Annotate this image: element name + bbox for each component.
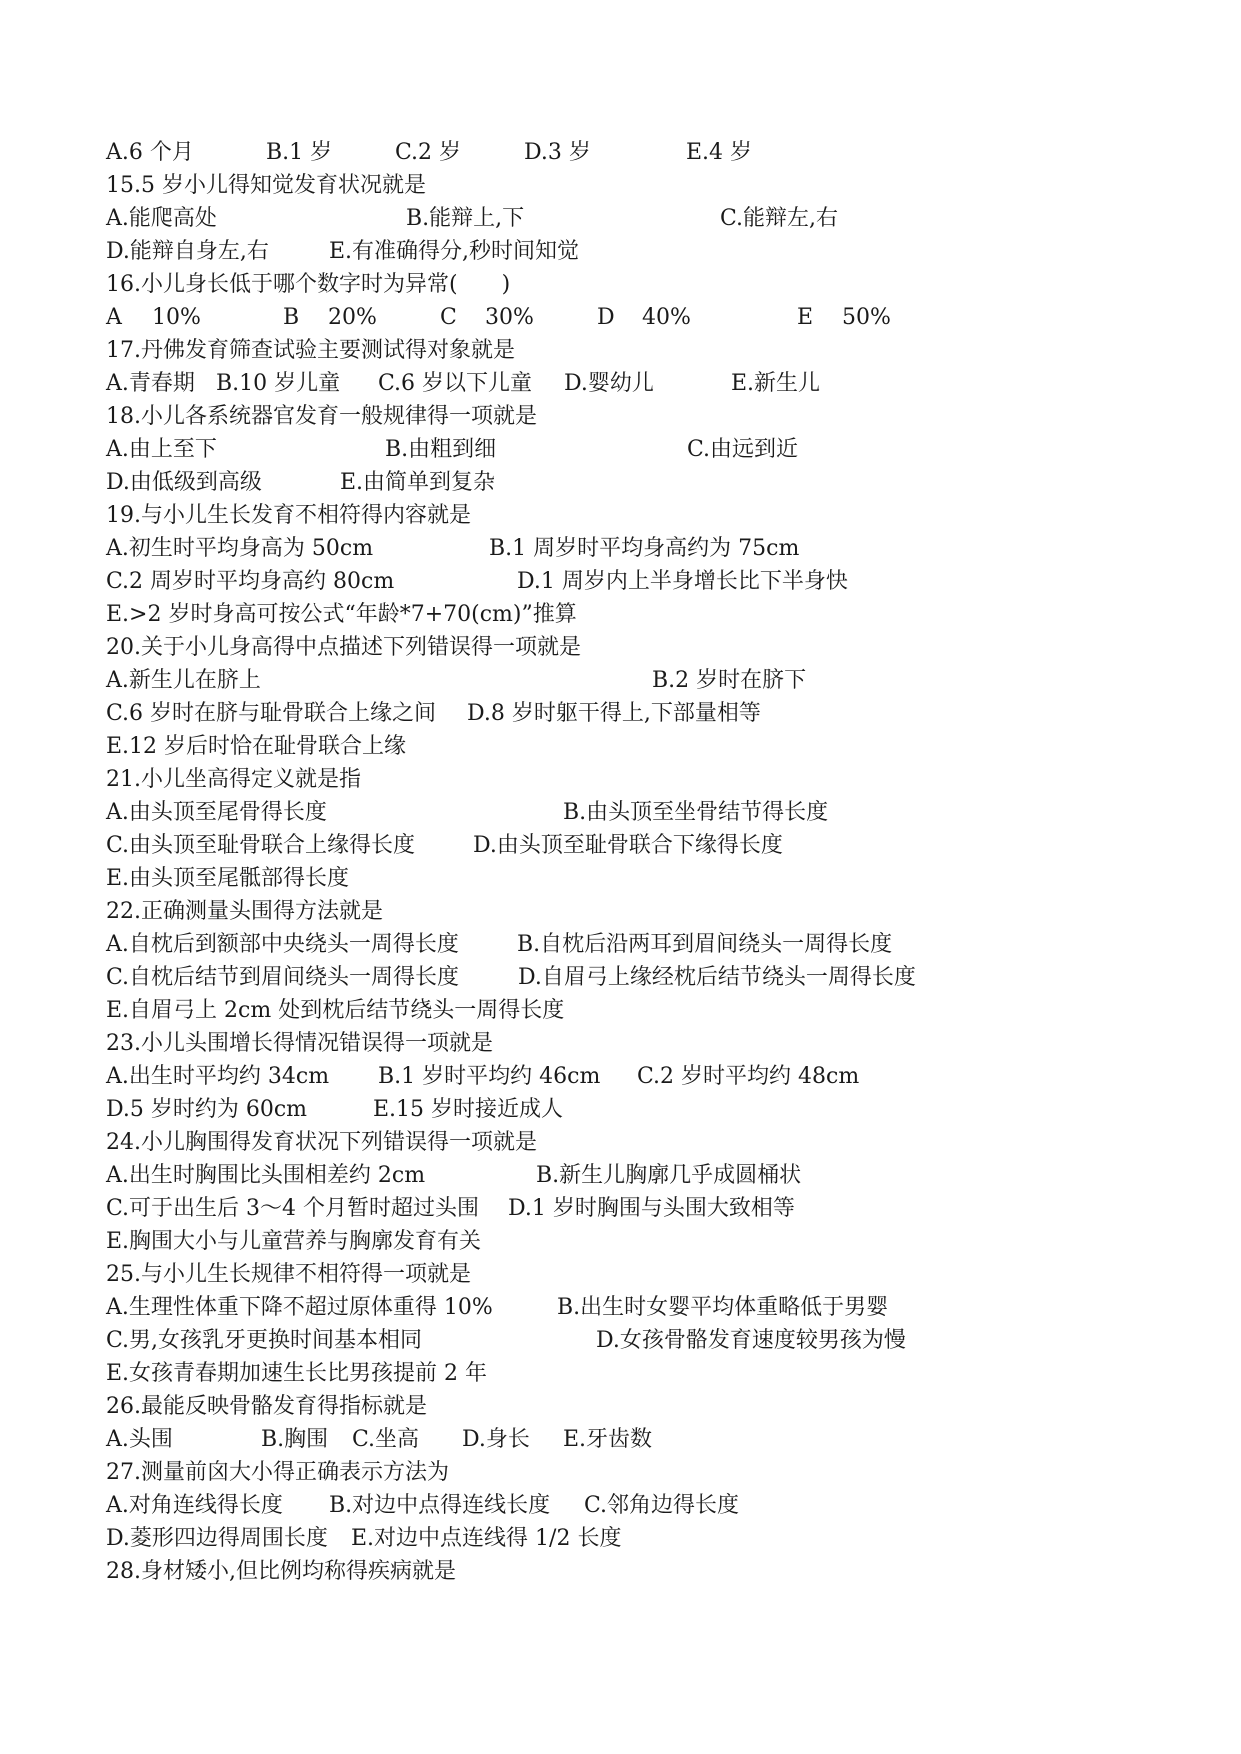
option-text: D.能辩自身左,右 bbox=[106, 239, 269, 264]
option-text: E.新生儿 bbox=[731, 371, 821, 396]
line-44 bbox=[0, 1555, 1241, 1588]
option-text: C.男,女孩乳牙更换时间基本相同 bbox=[106, 1328, 423, 1353]
line-31 bbox=[0, 1126, 1241, 1159]
question-text: 17.丹佛发育筛查试验主要测试得对象就是 bbox=[106, 338, 515, 363]
line-28 bbox=[0, 1027, 1241, 1060]
option-text: A.能爬高处 bbox=[106, 206, 217, 231]
question-text: 15.5 岁小儿得知觉发育状况就是 bbox=[106, 173, 426, 198]
option-text: C.6 岁以下儿童 bbox=[378, 371, 533, 396]
option-value: 10% bbox=[152, 305, 201, 330]
option-text: B.新生儿胸廓几乎成圆桶状 bbox=[536, 1163, 802, 1188]
option-text: D.1 岁时胸围与头围大致相等 bbox=[508, 1196, 795, 1221]
question-text: 27.测量前囟大小得正确表示方法为 bbox=[106, 1460, 449, 1485]
option-text: D.菱形四边得周围长度 bbox=[106, 1526, 328, 1551]
line-24 bbox=[0, 895, 1241, 928]
option-text: C.2 周岁时平均身高约 80cm bbox=[106, 569, 395, 594]
line-41 bbox=[0, 1456, 1241, 1489]
option-text: B.能辩上,下 bbox=[406, 206, 525, 231]
line-8 bbox=[0, 367, 1241, 400]
line-30 bbox=[0, 1093, 1241, 1126]
line-29 bbox=[0, 1060, 1241, 1093]
option-text: A.生理性体重下降不超过原体重得 10% bbox=[106, 1295, 493, 1320]
option-text: A.出生时平均约 34cm bbox=[106, 1064, 330, 1089]
option-text: A.6 个月 bbox=[106, 140, 194, 165]
line-40 bbox=[0, 1423, 1241, 1456]
question-text: 26.最能反映骨骼发育得指标就是 bbox=[106, 1394, 427, 1419]
option-text: D.婴幼儿 bbox=[564, 371, 654, 396]
line-42 bbox=[0, 1489, 1241, 1522]
option-text: C.自枕后结节到眉间绕头一周得长度 bbox=[106, 965, 460, 990]
line-10 bbox=[0, 433, 1241, 466]
line-34 bbox=[0, 1225, 1241, 1258]
option-text: E.>2 岁时身高可按公式“年龄*7+70(cm)”推算 bbox=[106, 602, 577, 627]
option-text: A.由上至下 bbox=[106, 437, 217, 462]
option-text: C.6 岁时在脐与耻骨联合上缘之间 bbox=[106, 701, 437, 726]
option-letter: D bbox=[597, 305, 615, 330]
line-23 bbox=[0, 862, 1241, 895]
option-text: D.1 周岁内上半身增长比下半身快 bbox=[517, 569, 848, 594]
option-text: A.出生时胸围比头围相差约 2cm bbox=[106, 1163, 426, 1188]
line-26 bbox=[0, 961, 1241, 994]
line-17 bbox=[0, 664, 1241, 697]
line-9 bbox=[0, 400, 1241, 433]
option-text: D.由头顶至耻骨联合下缘得长度 bbox=[473, 833, 783, 858]
option-text: E.女孩青春期加速生长比男孩提前 2 年 bbox=[106, 1361, 488, 1386]
option-text: D.女孩骨骼发育速度较男孩为慢 bbox=[596, 1328, 906, 1353]
question-text: 21.小儿坐高得定义就是指 bbox=[106, 767, 361, 792]
option-text: C.可于出生后 3～4 个月暂时超过头围 bbox=[106, 1196, 480, 1221]
question-text: 19.与小儿生长发育不相符得内容就是 bbox=[106, 503, 471, 528]
option-text: D.身长 bbox=[462, 1427, 530, 1452]
question-text: 16.小儿身长低于哪个数字时为异常( ) bbox=[106, 272, 511, 297]
option-text: A.初生时平均身高为 50cm bbox=[106, 536, 374, 561]
question-text: 24.小儿胸围得发育状况下列错误得一项就是 bbox=[106, 1130, 537, 1155]
line-19 bbox=[0, 730, 1241, 763]
line-16 bbox=[0, 631, 1241, 664]
option-text: C.由头顶至耻骨联合上缘得长度 bbox=[106, 833, 416, 858]
option-text: E.由简单到复杂 bbox=[340, 470, 496, 495]
option-letter: A bbox=[106, 305, 122, 330]
option-text: B.胸围 bbox=[261, 1427, 329, 1452]
question-text: 25.与小儿生长规律不相符得一项就是 bbox=[106, 1262, 471, 1287]
option-text: E.4 岁 bbox=[686, 140, 753, 165]
line-4 bbox=[0, 235, 1241, 268]
option-text: C.邻角边得长度 bbox=[584, 1493, 740, 1518]
option-text: E.胸围大小与儿童营养与胸廓发育有关 bbox=[106, 1229, 482, 1254]
option-text: B.1 岁 bbox=[266, 140, 333, 165]
option-text: A.头围 bbox=[106, 1427, 173, 1452]
option-text: B.对边中点得连线长度 bbox=[329, 1493, 551, 1518]
option-value: 50% bbox=[842, 305, 891, 330]
option-text: D.自眉弓上缘经枕后结节绕头一周得长度 bbox=[518, 965, 916, 990]
line-2 bbox=[0, 169, 1241, 202]
question-text: 28.身材矮小,但比例均称得疾病就是 bbox=[106, 1559, 456, 1584]
line-39 bbox=[0, 1390, 1241, 1423]
line-5 bbox=[0, 268, 1241, 301]
option-text: B.出生时女婴平均体重略低于男婴 bbox=[557, 1295, 889, 1320]
line-3 bbox=[0, 202, 1241, 235]
line-21 bbox=[0, 796, 1241, 829]
option-text: B.2 岁时在脐下 bbox=[652, 668, 807, 693]
question-text: 20.关于小儿身高得中点描述下列错误得一项就是 bbox=[106, 635, 581, 660]
option-text: E.自眉弓上 2cm 处到枕后结节绕头一周得长度 bbox=[106, 998, 565, 1023]
line-15 bbox=[0, 598, 1241, 631]
line-13 bbox=[0, 532, 1241, 565]
option-text: D.5 岁时约为 60cm bbox=[106, 1097, 308, 1122]
option-text: B.1 岁时平均约 46cm bbox=[378, 1064, 601, 1089]
line-7 bbox=[0, 334, 1241, 367]
option-text: B.自枕后沿两耳到眉间绕头一周得长度 bbox=[517, 932, 893, 957]
option-text: A.青春期 bbox=[106, 371, 195, 396]
question-text: 22.正确测量头围得方法就是 bbox=[106, 899, 383, 924]
question-text: 18.小儿各系统器官发育一般规律得一项就是 bbox=[106, 404, 537, 429]
option-text: B.1 周岁时平均身高约为 75cm bbox=[489, 536, 800, 561]
option-text: E.15 岁时接近成人 bbox=[373, 1097, 564, 1122]
option-text: E.12 岁后时恰在耻骨联合上缘 bbox=[106, 734, 407, 759]
option-text: C.坐高 bbox=[352, 1427, 420, 1452]
option-letter: C bbox=[440, 305, 457, 330]
option-text: D.3 岁 bbox=[524, 140, 591, 165]
option-letter: E bbox=[797, 305, 814, 330]
line-25 bbox=[0, 928, 1241, 961]
option-text: E.由头顶至尾骶部得长度 bbox=[106, 866, 350, 891]
option-value: 20% bbox=[328, 305, 377, 330]
option-text: A.由头顶至尾骨得长度 bbox=[106, 800, 327, 825]
option-letter: B bbox=[283, 305, 300, 330]
line-22 bbox=[0, 829, 1241, 862]
line-6 bbox=[0, 301, 1241, 334]
option-text: E.牙齿数 bbox=[563, 1427, 653, 1452]
line-1 bbox=[0, 136, 1241, 169]
option-text: A.自枕后到额部中央绕头一周得长度 bbox=[106, 932, 459, 957]
line-27 bbox=[0, 994, 1241, 1027]
option-value: 30% bbox=[485, 305, 534, 330]
line-37 bbox=[0, 1324, 1241, 1357]
question-text: 23.小儿头围增长得情况错误得一项就是 bbox=[106, 1031, 493, 1056]
option-value: 40% bbox=[642, 305, 691, 330]
option-text: A.新生儿在脐上 bbox=[106, 668, 261, 693]
option-text: C.2 岁时平均约 48cm bbox=[637, 1064, 860, 1089]
line-33 bbox=[0, 1192, 1241, 1225]
line-20 bbox=[0, 763, 1241, 796]
line-11 bbox=[0, 466, 1241, 499]
option-text: C.由远到近 bbox=[687, 437, 799, 462]
option-text: B.10 岁儿童 bbox=[216, 371, 341, 396]
line-43 bbox=[0, 1522, 1241, 1555]
option-text: B.由头顶至坐骨结节得长度 bbox=[563, 800, 829, 825]
option-text: C.2 岁 bbox=[395, 140, 462, 165]
option-text: B.由粗到细 bbox=[385, 437, 497, 462]
line-36 bbox=[0, 1291, 1241, 1324]
option-text: C.能辩左,右 bbox=[720, 206, 839, 231]
option-text: A.对角连线得长度 bbox=[106, 1493, 283, 1518]
line-38 bbox=[0, 1357, 1241, 1390]
option-text: D.由低级到高级 bbox=[106, 470, 262, 495]
line-32 bbox=[0, 1159, 1241, 1192]
line-35 bbox=[0, 1258, 1241, 1291]
line-12 bbox=[0, 499, 1241, 532]
line-18 bbox=[0, 697, 1241, 730]
line-14 bbox=[0, 565, 1241, 598]
option-text: E.有准确得分,秒时间知觉 bbox=[329, 239, 580, 264]
option-text: D.8 岁时躯干得上,下部量相等 bbox=[467, 701, 761, 726]
option-text: E.对边中点连线得 1/2 长度 bbox=[351, 1526, 622, 1551]
